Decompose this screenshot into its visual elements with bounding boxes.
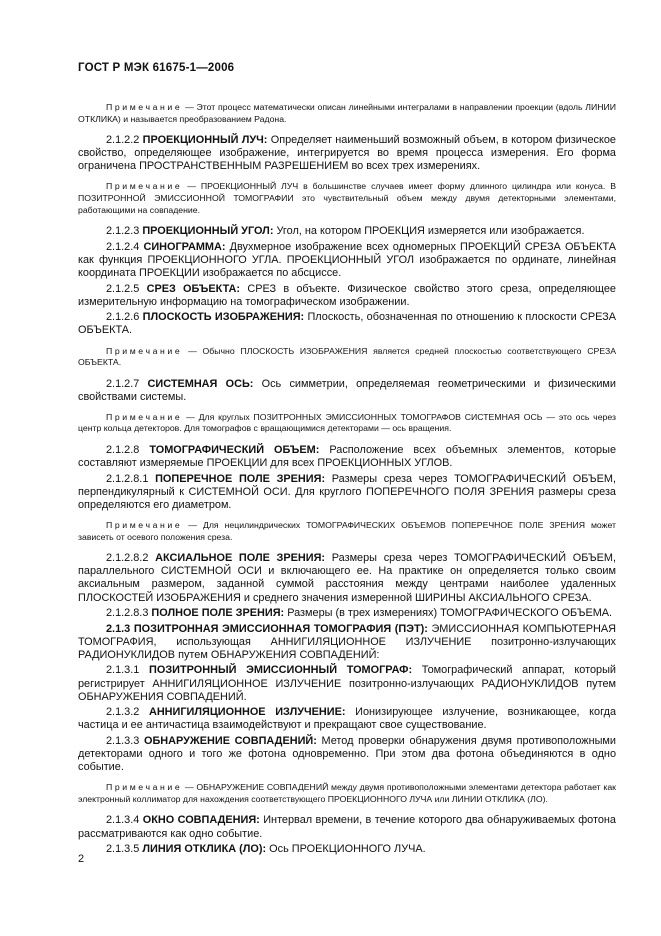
note-text: — ОБНАРУЖЕНИЕ СОВПАДЕНИЙ между двумя противоположными элементами детектора работает как электронный коллиматор для нахождения соответствующего ПРОЕКЦИОННОГО ЛУЧА или ЛИНИИ ОТКЛИКА (ЛО). bbox=[78, 782, 616, 804]
clause-number: 2.1.3.3 bbox=[106, 734, 140, 747]
definition-paragraph bbox=[78, 473, 616, 512]
clause-number: 2.1.3.1 bbox=[106, 664, 140, 677]
clause-number: 2.1.2.8.1 bbox=[106, 472, 149, 485]
definition-text: Томографический аппарат, который регистрирует АННИГИЛЯЦИОННОЕ ИЗЛУЧЕНИЕ позитронно-излучающих РАДИОНУКЛИДОВ путем ОБНАРУЖЕНИЯ СОВПАДЕНИЙ. bbox=[78, 664, 617, 703]
note-label: Примечание bbox=[106, 102, 183, 112]
definition-text: Размеры среза через ТОМОГРАФИЧЕСКИЙ ОБЪЕМ, перпендикулярный к СИСТЕМНОЙ ОСИ. Для круглого ПОПЕРЕЧНОГО ПОЛЯ ЗРЕНИЯ размеры среза определяются его диаметром. bbox=[78, 472, 616, 511]
clause-number: 2.1.2.2 bbox=[106, 134, 140, 147]
definition-text: Интервал времени, в течение которого два обнаруживаемых фотона рассматриваются как одно событие. bbox=[78, 814, 616, 840]
defined-term: ПОЛНОЕ ПОЛЕ ЗРЕНИЯ: bbox=[151, 607, 285, 620]
defined-term: ПОПЕРЕЧНОЕ ПОЛЕ ЗРЕНИЯ: bbox=[155, 472, 326, 485]
definition-text: Расположение всех объемных элементов, которые составляют измеряемые ПРОЕКЦИИ для всех ПРОЕКЦИОННЫХ УГЛОВ. bbox=[78, 444, 617, 470]
definition-paragraph bbox=[78, 241, 616, 280]
note-paragraph bbox=[78, 412, 616, 435]
definition-text: Ионизирующее излучение, возникающее, когда частица и ее античастица взаимодействуют и прекращают свое существование. bbox=[78, 706, 616, 732]
definition-text: ЭМИССИОННАЯ КОМПЬЮТЕРНАЯ ТОМОГРАФИЯ, использующая АННИГИЛЯЦИОННОЕ ИЗЛУЧЕНИЕ позитронно-излучающих РАДИОНУКЛИДОВ путем ОБНАРУЖЕНИЯ СОВПАДЕНИЙ: bbox=[78, 622, 616, 661]
defined-term: СИСТЕМНАЯ ОСЬ: bbox=[147, 377, 254, 390]
definition-text: Угол, на котором ПРОЕКЦИЯ измеряется или изображается. bbox=[273, 225, 585, 238]
note-paragraph bbox=[78, 181, 616, 216]
definition-paragraph bbox=[78, 664, 616, 703]
definition-paragraph bbox=[78, 444, 616, 470]
definition-paragraph bbox=[78, 843, 616, 856]
defined-term: ОБНАРУЖЕНИЕ СОВПАДЕНИЙ: bbox=[144, 734, 317, 747]
note-paragraph bbox=[78, 520, 616, 543]
note-text: — ПРОЕКЦИОННЫЙ ЛУЧ в большинстве случаев имеет форму длинного цилиндра или конуса. В ПОЗИТРОННОЙ ЭМИССИОННОЙ ТОМОГРАФИИ это чувствительный объем между двумя детекторными элементами, работающими на совпадение. bbox=[78, 181, 616, 215]
definition-paragraph bbox=[78, 552, 616, 604]
page-number: 2 bbox=[78, 853, 85, 865]
note-paragraph bbox=[78, 102, 616, 125]
definition-paragraph bbox=[78, 311, 616, 337]
defined-term: СИНОГРАММА: bbox=[143, 240, 226, 253]
defined-term: ПОЗИТРОННЫЙ ЭМИССИОННЫЙ ТОМОГРАФ: bbox=[149, 664, 413, 677]
definition-text: Определяет наименьший возможный объем, в котором физическое свойство, определяющее изображение, интегрируется во время процесса измерения. Его форма ограничена ПРОСТРАНСТВЕННЫМ РАЗРЕШЕНИЕМ во всех трех измерениях. bbox=[78, 134, 616, 173]
note-label: Примечание bbox=[106, 345, 183, 356]
note-label: Примечание bbox=[106, 782, 183, 793]
clause-number: 2.1.3.4 bbox=[106, 814, 140, 827]
clause-number: 2.1.2.4 bbox=[106, 240, 140, 253]
defined-term: СРЕЗ ОБЪЕКТА: bbox=[146, 282, 241, 295]
clause-number: 2.1.3 bbox=[106, 622, 131, 635]
clause-number: 2.1.2.3 bbox=[106, 225, 140, 238]
defined-term: ПРОЕКЦИОННЫЙ ЛУЧ: bbox=[142, 134, 268, 147]
defined-term: ТОМОГРАФИЧЕСКИЙ ОБЪЕМ: bbox=[149, 444, 320, 457]
definition-text: СРЕЗ в объекте. Физическое свойство этого среза, определяющее измерительную информацию на томографическом изображении. bbox=[78, 282, 616, 308]
document-body bbox=[78, 94, 616, 859]
definition-paragraph bbox=[78, 225, 616, 238]
definition-text: Ось ПРОЕКЦИОННОГО ЛУЧА. bbox=[266, 843, 426, 856]
definition-paragraph bbox=[78, 283, 616, 309]
note-paragraph bbox=[78, 782, 616, 805]
definition-paragraph bbox=[78, 735, 616, 774]
definition-paragraph bbox=[78, 378, 616, 404]
note-text: — Для круглых ПОЗИТРОННЫХ ЭМИССИОННЫХ ТОМОГРАФОВ СИСТЕМНАЯ ОСЬ — это ось через центр кольца детекторов. Для томографов с вращающимися детекторами — ось вращения. bbox=[78, 411, 616, 434]
definition-text: Размеры (в трех измерениях) ТОМОГРАФИЧЕСКОГО ОБЪЕМА. bbox=[284, 607, 613, 620]
definition-text: Плоскость, обозначенная по отношению к плоскости СРЕЗА ОБЪЕКТА. bbox=[78, 311, 616, 337]
defined-term: ПРОЕКЦИОННЫЙ УГОЛ: bbox=[142, 225, 274, 238]
definition-text: Размеры среза через ТОМОГРАФИЧЕСКИЙ ОБЪЕМ, параллельного СИСТЕМНОЙ ОСИ и включающего ее. На практике он определяется только своим аксиальным размером, заданной суммой расстояния между центрами наиболее удаленных ПЛОСКОСТЕЙ ИЗОБРАЖЕНИЯ и среднего значения измеренной ШИРИНЫ АКСИАЛЬНОГО СРЕЗА. bbox=[78, 552, 616, 604]
clause-number: 2.1.2.8.3 bbox=[106, 607, 149, 620]
clause-number: 2.1.2.6 bbox=[106, 311, 140, 324]
note-label: Примечание bbox=[106, 520, 183, 531]
definition-paragraph bbox=[78, 134, 616, 173]
definition-text: Ось симметрии, определяемая геометрическими и физическими свойствами системы. bbox=[78, 377, 616, 403]
defined-term: ПЛОСКОСТЬ ИЗОБРАЖЕНИЯ: bbox=[142, 311, 305, 324]
note-label: Примечание bbox=[106, 181, 183, 192]
note-label: Примечание bbox=[106, 411, 183, 422]
definition-text: Метод проверки обнаружения двумя противоположными детекторами одного и того же фотона одновременно. При этом два фотона объединяются в одно событие. bbox=[78, 734, 616, 774]
clause-number: 2.1.3.5 bbox=[106, 843, 140, 856]
clause-number: 2.1.2.5 bbox=[106, 282, 140, 295]
clause-number: 2.1.3.2 bbox=[106, 706, 140, 719]
defined-term: АКСИАЛЬНОЕ ПОЛЕ ЗРЕНИЯ: bbox=[155, 552, 326, 565]
definition-paragraph bbox=[78, 623, 616, 662]
defined-term: АННИГИЛЯЦИОННОЕ ИЗЛУЧЕНИЕ: bbox=[148, 706, 346, 719]
note-text: — Для нецилиндрических ТОМОГРАФИЧЕСКИХ ОБЪЕМОВ ПОПЕРЕЧНОЕ ПОЛЕ ЗРЕНИЯ может зависеть от осевого положения среза. bbox=[78, 520, 617, 542]
definition-paragraph bbox=[78, 814, 616, 840]
definition-paragraph bbox=[78, 706, 616, 732]
clause-number: 2.1.2.7 bbox=[106, 377, 140, 390]
defined-term: ПОЗИТРОННАЯ ЭМИССИОННАЯ ТОМОГРАФИЯ (ПЭТ): bbox=[133, 622, 428, 635]
clause-number: 2.1.2.8 bbox=[106, 444, 140, 457]
document-header: ГОСТ Р МЭК 61675-1—2006 bbox=[78, 62, 235, 74]
note-paragraph bbox=[78, 346, 616, 369]
defined-term: ОКНО СОВПАДЕНИЯ: bbox=[142, 814, 260, 827]
note-text: — Обычно ПЛОСКОСТЬ ИЗОБРАЖЕНИЯ является средней плоскостью соответствующего СРЕЗА ОБЪЕКТА. bbox=[78, 345, 616, 368]
definition-paragraph bbox=[78, 607, 616, 620]
defined-term: ЛИНИЯ ОТКЛИКА (ЛО): bbox=[142, 843, 267, 856]
definition-text: Двухмерное изображение всех одномерных ПРОЕКЦИЙ СРЕЗА ОБЪЕКТА как функция ПРОЕКЦИОННОГО УГЛА. ПРОЕКЦИОННЫЙ УГОЛ изображается по ординате, линейная координата ПРОЕКЦИИ изображается по абсциссе. bbox=[78, 240, 616, 280]
note-text: — Этот процесс математически описан линейными интегралами в направлении проекции (вдоль ЛИНИИ ОТКЛИКА) и называется преобразованием Радона. bbox=[78, 102, 616, 124]
clause-number: 2.1.2.8.2 bbox=[106, 552, 149, 565]
